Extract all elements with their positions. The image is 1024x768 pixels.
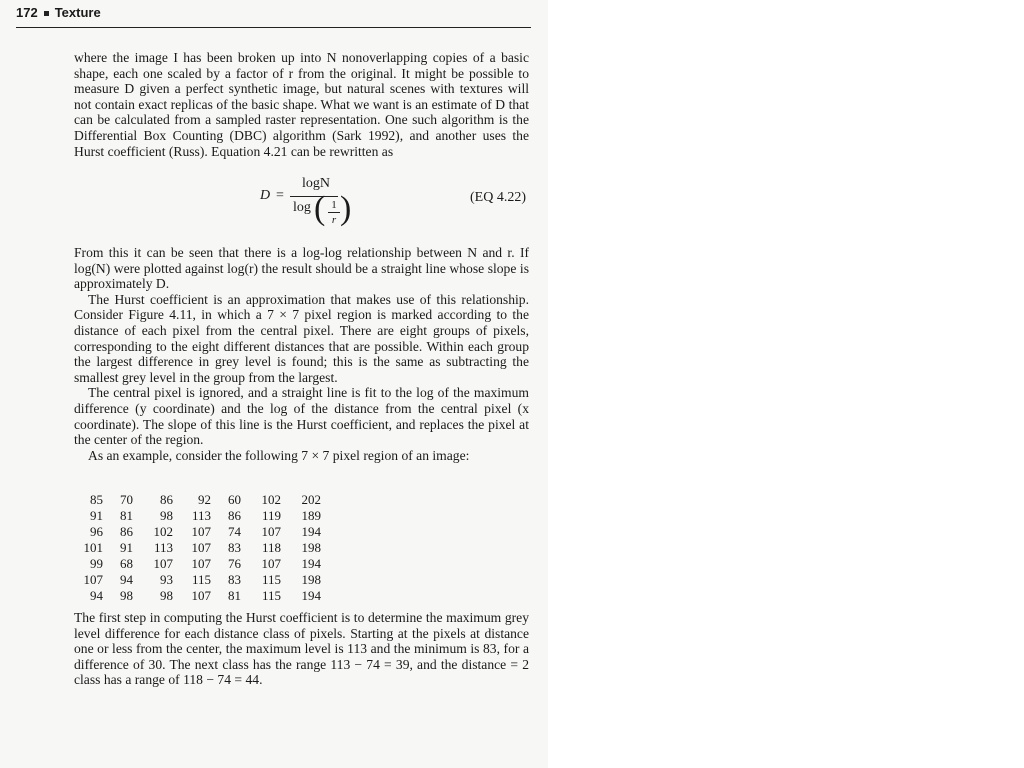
equation-equals: = <box>276 188 284 203</box>
matrix-cell: 113 <box>191 508 211 523</box>
equation-lhs: D <box>260 188 271 203</box>
inner-fraction <box>328 199 340 226</box>
matrix-cell: 91 <box>90 508 103 523</box>
matrix-cell: 198 <box>301 540 321 555</box>
matrix-cell: 91 <box>120 540 133 555</box>
matrix-cell: 101 <box>83 540 103 555</box>
equation-denominator-log: log <box>293 200 311 215</box>
matrix-row <box>80 508 324 524</box>
matrix-cell: 60 <box>228 492 241 507</box>
matrix-cell: 74 <box>228 524 241 539</box>
matrix-cell: 85 <box>90 492 103 507</box>
matrix-cell: 99 <box>90 556 103 571</box>
inner-fraction-bar <box>328 212 340 213</box>
matrix-cell: 98 <box>160 508 173 523</box>
matrix-cell: 68 <box>120 556 133 571</box>
paragraph-text-3: The Hurst coefficient is an approximation that makes use of this relationship. Consider Figure 4.11, in which a 7 × 7 pixel region is marked according to the distance of each pixel from the central pixel. There are eight groups of pixels, corresponding to the eight different distances that are possible. Within each group the largest difference in grey level is found; this is the same as subtracting the smallest grey level in the group from the largest. <box>74 291 529 385</box>
matrix-cell: 70 <box>120 492 133 507</box>
body-paragraph-6 <box>74 610 529 688</box>
matrix-cell: 96 <box>90 524 103 539</box>
body-paragraph-1 <box>74 50 529 159</box>
matrix-cell: 113 <box>153 540 173 555</box>
paren-left: ( <box>314 190 326 227</box>
matrix-cell: 98 <box>160 588 173 603</box>
matrix-cell: 119 <box>261 508 281 523</box>
matrix-row <box>80 524 324 540</box>
paragraph-text-5: As an example, consider the following 7 × 7 pixel region of an image: <box>88 447 470 463</box>
matrix-cell: 86 <box>228 508 241 523</box>
paren-right: ) <box>340 190 352 227</box>
matrix-cell: 198 <box>301 572 321 587</box>
matrix-cell: 115 <box>261 572 281 587</box>
matrix-cell: 76 <box>228 556 241 571</box>
page-header <box>16 5 531 28</box>
matrix-row <box>80 588 324 604</box>
matrix-cell: 107 <box>191 588 211 603</box>
matrix-cell: 107 <box>191 524 211 539</box>
matrix-cell: 115 <box>191 572 211 587</box>
matrix-row <box>80 572 324 588</box>
matrix-cell: 107 <box>191 540 211 555</box>
body-paragraph-block-2 <box>74 245 529 463</box>
matrix-cell: 194 <box>301 556 321 571</box>
matrix-cell: 102 <box>261 492 281 507</box>
matrix-cell: 83 <box>228 572 241 587</box>
matrix-cell: 194 <box>301 588 321 603</box>
matrix-cell: 115 <box>261 588 281 603</box>
matrix-cell: 107 <box>191 556 211 571</box>
matrix-cell: 118 <box>261 540 281 555</box>
matrix-cell: 94 <box>120 572 133 587</box>
matrix-row <box>80 556 324 572</box>
matrix-cell: 92 <box>198 492 211 507</box>
matrix-cell: 81 <box>120 508 133 523</box>
matrix-cell: 194 <box>301 524 321 539</box>
matrix-cell: 86 <box>120 524 133 539</box>
matrix-cell: 189 <box>301 508 321 523</box>
equation-numerator: logN <box>302 176 330 191</box>
inner-numerator: 1 <box>331 199 337 211</box>
matrix-cell: 98 <box>120 588 133 603</box>
equation-label: (EQ 4.22) <box>470 190 526 205</box>
matrix-row <box>80 492 324 508</box>
page-number: 172 <box>16 5 38 20</box>
matrix-cell: 107 <box>153 556 173 571</box>
inner-denominator: r <box>331 214 337 226</box>
paragraph-text: where the image I has been broken up into N nonoverlapping copies of a basic shape, each one scaled by a factor of r from the original. It might be possible to measure D given a perfect synthetic image, but natural scenes with textures will not contain exact replicas of the basic shape. What we want is an estimate of D that can be calculated from a sampled raster representation. One such algorithm is the Differential Box Counting (DBC) algorithm (Sark 1992), and another uses the Hurst coefficient (Russ). Equation 4.21 can be rewritten as <box>74 50 529 159</box>
paragraph-text-2: From this it can be seen that there is a log-log relationship between N and r. If log(N) were plotted against log(r) the result should be a straight line whose slope is approximately D. <box>74 245 529 292</box>
matrix-row <box>80 540 324 556</box>
matrix-cell: 102 <box>153 524 173 539</box>
matrix-cell: 81 <box>228 588 241 603</box>
matrix-cell: 107 <box>261 556 281 571</box>
equation-4-22 <box>250 176 530 236</box>
paragraph-text-4: The central pixel is ignored, and a straight line is fit to the log of the maximum difference (y coordinate) and the log of the distance from the central pixel (x coordinate). The slope of this line is the Hurst coefficient, and replaces the pixel at the center of the region. <box>74 385 529 448</box>
matrix-cell: 83 <box>228 540 241 555</box>
matrix-cell: 93 <box>160 572 173 587</box>
matrix-cell: 107 <box>83 572 103 587</box>
pixel-region-matrix <box>80 492 324 604</box>
matrix-cell: 86 <box>160 492 173 507</box>
matrix-cell: 202 <box>301 492 321 507</box>
matrix-cell: 94 <box>90 588 103 603</box>
chapter-title: Texture <box>54 5 101 20</box>
matrix-cell: 107 <box>261 524 281 539</box>
bullet-square-icon <box>44 11 49 16</box>
paragraph-text-6: The first step in computing the Hurst coefficient is to determine the maximum grey level difference for each distance class of pixels. Starting at the pixels at distance one or less from the center, the maximum level is 113 and the minimum is 83, for a difference of 30. The next class has the range 113 − 74 = 39, and the distance = 2 class has a range of 118 − 74 = 44. <box>74 610 529 688</box>
